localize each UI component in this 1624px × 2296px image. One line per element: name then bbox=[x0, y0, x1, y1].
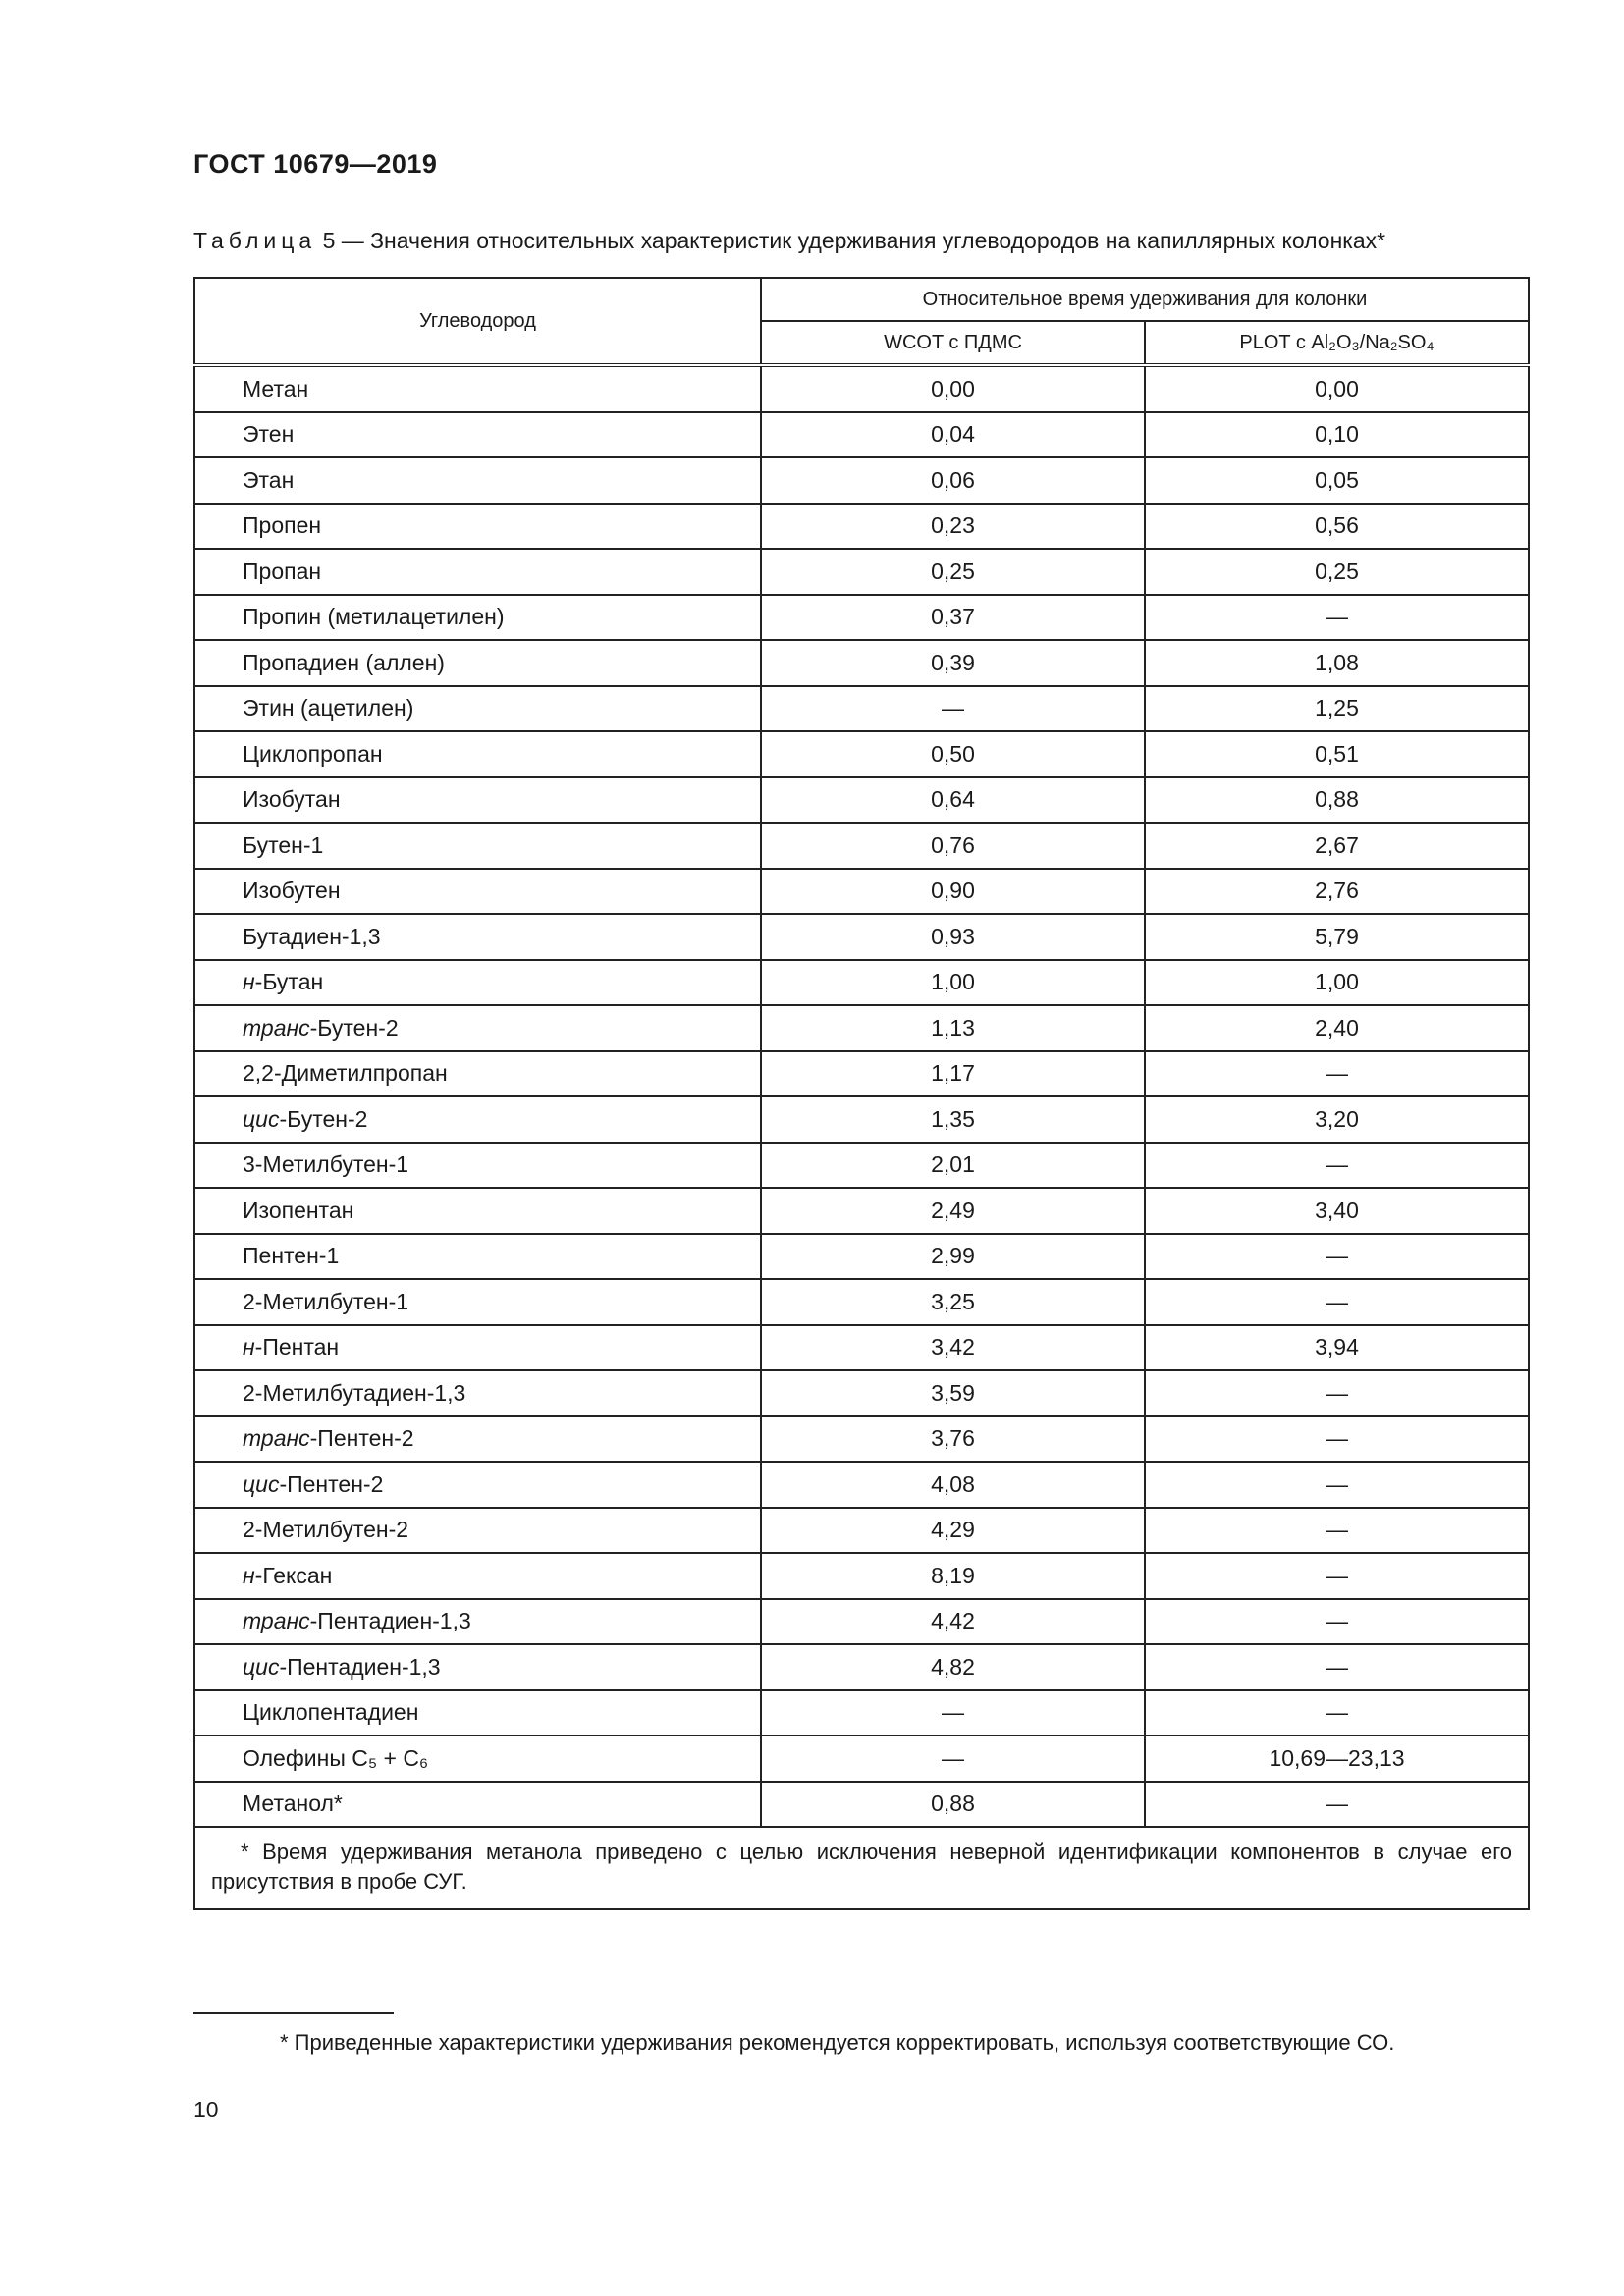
cell-wcot: 3,59 bbox=[761, 1370, 1145, 1416]
isomer-prefix: цис bbox=[243, 1105, 280, 1132]
isomer-prefix: транс bbox=[243, 1608, 310, 1634]
cell-hydrocarbon bbox=[194, 549, 761, 595]
cell-wcot: 3,25 bbox=[761, 1279, 1145, 1325]
col-group-header-retention: Относительное время удерживания для колонки bbox=[761, 278, 1529, 321]
cell-wcot: — bbox=[761, 1690, 1145, 1736]
cell-hydrocarbon bbox=[194, 1143, 761, 1189]
hydrocarbon-name: Пропан bbox=[243, 558, 322, 584]
table-row bbox=[194, 823, 1529, 869]
cell-hydrocarbon bbox=[194, 1462, 761, 1508]
cell-plot: 1,08 bbox=[1145, 640, 1529, 686]
cell-plot: 0,10 bbox=[1145, 412, 1529, 458]
cell-plot: — bbox=[1145, 1279, 1529, 1325]
cell-plot: — bbox=[1145, 1051, 1529, 1097]
hydrocarbon-name: -Бутен-2 bbox=[279, 1105, 368, 1132]
hydrocarbon-name: -Бутан bbox=[254, 969, 324, 995]
hydrocarbon-name: Этин (ацетилен) bbox=[243, 695, 414, 721]
hydrocarbon-name: Бутен-1 bbox=[243, 831, 324, 858]
table-row bbox=[194, 1051, 1529, 1097]
cell-plot: — bbox=[1145, 595, 1529, 641]
cell-plot: — bbox=[1145, 1644, 1529, 1690]
cell-plot: 3,20 bbox=[1145, 1096, 1529, 1143]
hydrocarbon-name: Бутадиен-1,3 bbox=[243, 923, 381, 949]
table-row bbox=[194, 1644, 1529, 1690]
table-row bbox=[194, 1188, 1529, 1234]
table-row bbox=[194, 457, 1529, 504]
col-header-hydrocarbon: Углеводород bbox=[194, 278, 761, 365]
cell-hydrocarbon bbox=[194, 869, 761, 915]
cell-wcot: 0,88 bbox=[761, 1782, 1145, 1828]
cell-wcot: 1,13 bbox=[761, 1005, 1145, 1051]
table-row bbox=[194, 1599, 1529, 1645]
isomer-prefix: транс bbox=[243, 1014, 310, 1041]
hydrocarbon-name: Этан bbox=[243, 466, 295, 493]
cell-hydrocarbon bbox=[194, 1735, 761, 1782]
cell-wcot: 2,01 bbox=[761, 1143, 1145, 1189]
table-row bbox=[194, 595, 1529, 641]
cell-wcot: 1,00 bbox=[761, 960, 1145, 1006]
hydrocarbon-name: 2-Метилбутен-1 bbox=[243, 1288, 409, 1314]
cell-wcot: 3,76 bbox=[761, 1416, 1145, 1463]
hydrocarbon-name: Циклопентадиен bbox=[243, 1699, 419, 1726]
hydrocarbon-name: 2-Метилбутен-2 bbox=[243, 1517, 409, 1543]
cell-wcot: 0,93 bbox=[761, 914, 1145, 960]
cell-plot: — bbox=[1145, 1462, 1529, 1508]
cell-plot: — bbox=[1145, 1553, 1529, 1599]
cell-wcot: 0,04 bbox=[761, 412, 1145, 458]
cell-hydrocarbon bbox=[194, 1188, 761, 1234]
cell-plot: — bbox=[1145, 1690, 1529, 1736]
cell-hydrocarbon bbox=[194, 686, 761, 732]
cell-wcot: 2,49 bbox=[761, 1188, 1145, 1234]
table-note-text: * Время удерживания метанола приведено с целью исключения неверной идентификации компонентов в случае его присутствия в пробе СУГ. bbox=[211, 1840, 1513, 1894]
retention-table bbox=[193, 277, 1530, 1910]
table-row bbox=[194, 549, 1529, 595]
isomer-prefix: транс bbox=[243, 1425, 310, 1452]
cell-hydrocarbon bbox=[194, 914, 761, 960]
hydrocarbon-name: -Пентан bbox=[254, 1334, 340, 1361]
cell-plot: — bbox=[1145, 1782, 1529, 1828]
table-row bbox=[194, 1416, 1529, 1463]
cell-wcot: 0,76 bbox=[761, 823, 1145, 869]
isomer-prefix: цис bbox=[243, 1653, 280, 1680]
hydrocarbon-name: -Пентадиен-1,3 bbox=[309, 1608, 471, 1634]
cell-wcot: 0,37 bbox=[761, 595, 1145, 641]
hydrocarbon-name: Олефины C₅ + C₆ bbox=[243, 1744, 429, 1771]
footnote bbox=[193, 2028, 1528, 2057]
table-row bbox=[194, 731, 1529, 777]
cell-hydrocarbon bbox=[194, 1370, 761, 1416]
cell-plot: 2,40 bbox=[1145, 1005, 1529, 1051]
cell-wcot: 4,29 bbox=[761, 1508, 1145, 1554]
table-body bbox=[194, 365, 1529, 1827]
table-row bbox=[194, 777, 1529, 824]
hydrocarbon-name: Метанол* bbox=[243, 1790, 343, 1817]
cell-hydrocarbon bbox=[194, 1325, 761, 1371]
cell-hydrocarbon bbox=[194, 1599, 761, 1645]
cell-wcot: 0,90 bbox=[761, 869, 1145, 915]
table-row bbox=[194, 1005, 1529, 1051]
cell-wcot: 1,35 bbox=[761, 1096, 1145, 1143]
cell-wcot: 0,06 bbox=[761, 457, 1145, 504]
cell-wcot: 4,42 bbox=[761, 1599, 1145, 1645]
cell-wcot: 0,39 bbox=[761, 640, 1145, 686]
hydrocarbon-name: Пентен-1 bbox=[243, 1243, 340, 1269]
hydrocarbon-name: 3-Метилбутен-1 bbox=[243, 1151, 409, 1178]
table-row bbox=[194, 1143, 1529, 1189]
hydrocarbon-name: -Бутен-2 bbox=[309, 1014, 399, 1041]
hydrocarbon-name: Пропадиен (аллен) bbox=[243, 649, 445, 675]
table-row bbox=[194, 1508, 1529, 1554]
hydrocarbon-name: Циклопропан bbox=[243, 740, 383, 767]
cell-plot: 2,67 bbox=[1145, 823, 1529, 869]
cell-hydrocarbon bbox=[194, 777, 761, 824]
cell-hydrocarbon bbox=[194, 1553, 761, 1599]
cell-hydrocarbon bbox=[194, 1279, 761, 1325]
cell-wcot: 3,42 bbox=[761, 1325, 1145, 1371]
cell-plot: 1,25 bbox=[1145, 686, 1529, 732]
footnote-separator bbox=[193, 2012, 394, 2014]
isomer-prefix: цис bbox=[243, 1470, 280, 1497]
isomer-prefix: н bbox=[243, 969, 255, 995]
cell-plot: 0,88 bbox=[1145, 777, 1529, 824]
table-row bbox=[194, 1234, 1529, 1280]
table-row bbox=[194, 1279, 1529, 1325]
cell-hydrocarbon bbox=[194, 1782, 761, 1828]
table-row bbox=[194, 869, 1529, 915]
hydrocarbon-name: Изобутан bbox=[243, 786, 341, 813]
isomer-prefix: н bbox=[243, 1562, 255, 1588]
hydrocarbon-name: -Пентен-2 bbox=[279, 1470, 384, 1497]
table-row bbox=[194, 686, 1529, 732]
hydrocarbon-name: Этен bbox=[243, 421, 295, 448]
cell-plot: — bbox=[1145, 1416, 1529, 1463]
table-caption bbox=[193, 228, 1509, 254]
cell-plot: 5,79 bbox=[1145, 914, 1529, 960]
cell-hydrocarbon bbox=[194, 1051, 761, 1097]
table-foot bbox=[194, 1827, 1529, 1909]
hydrocarbon-name: Метан bbox=[243, 375, 309, 401]
table-row bbox=[194, 1690, 1529, 1736]
cell-plot: 3,40 bbox=[1145, 1188, 1529, 1234]
cell-wcot: 8,19 bbox=[761, 1553, 1145, 1599]
cell-plot: 0,05 bbox=[1145, 457, 1529, 504]
cell-hydrocarbon bbox=[194, 412, 761, 458]
table-caption-number: 5 bbox=[322, 228, 336, 253]
cell-hydrocarbon bbox=[194, 1416, 761, 1463]
col-header-wcot: WCOT с ПДМС bbox=[761, 321, 1145, 365]
cell-plot: — bbox=[1145, 1599, 1529, 1645]
cell-wcot: 4,82 bbox=[761, 1644, 1145, 1690]
cell-wcot: 0,00 bbox=[761, 365, 1145, 412]
hydrocarbon-name: -Пентадиен-1,3 bbox=[279, 1653, 441, 1680]
cell-plot: 0,00 bbox=[1145, 365, 1529, 412]
table-row bbox=[194, 640, 1529, 686]
cell-plot: 0,25 bbox=[1145, 549, 1529, 595]
cell-plot: 0,51 bbox=[1145, 731, 1529, 777]
table-row bbox=[194, 1735, 1529, 1782]
col-header-plot: PLOT с Al₂O₃/Na₂SO₄ bbox=[1145, 321, 1529, 365]
cell-plot: — bbox=[1145, 1234, 1529, 1280]
table-row bbox=[194, 960, 1529, 1006]
cell-hydrocarbon bbox=[194, 1096, 761, 1143]
cell-plot: 0,56 bbox=[1145, 504, 1529, 550]
hydrocarbon-name: Изобутен bbox=[243, 878, 341, 904]
cell-hydrocarbon bbox=[194, 731, 761, 777]
cell-plot: 3,94 bbox=[1145, 1325, 1529, 1371]
cell-plot: 10,69—23,13 bbox=[1145, 1735, 1529, 1782]
cell-hydrocarbon bbox=[194, 640, 761, 686]
hydrocarbon-name: Изопентан bbox=[243, 1197, 354, 1223]
cell-wcot: 0,23 bbox=[761, 504, 1145, 550]
cell-hydrocarbon bbox=[194, 1644, 761, 1690]
cell-hydrocarbon bbox=[194, 504, 761, 550]
cell-hydrocarbon bbox=[194, 1005, 761, 1051]
cell-hydrocarbon bbox=[194, 1690, 761, 1736]
table-row bbox=[194, 1370, 1529, 1416]
table-row bbox=[194, 1096, 1529, 1143]
cell-plot: 2,76 bbox=[1145, 869, 1529, 915]
cell-wcot: — bbox=[761, 1735, 1145, 1782]
table-row bbox=[194, 412, 1529, 458]
table-caption-text: — Значения относительных характеристик удерживания углеводородов на капиллярных колонках* bbox=[341, 228, 1386, 253]
table-head bbox=[194, 278, 1529, 365]
table-row bbox=[194, 1782, 1529, 1828]
cell-wcot: — bbox=[761, 686, 1145, 732]
hydrocarbon-name: 2-Метилбутадиен-1,3 bbox=[243, 1379, 466, 1406]
cell-hydrocarbon bbox=[194, 1508, 761, 1554]
document-id: ГОСТ 10679—2019 bbox=[193, 149, 438, 179]
cell-hydrocarbon bbox=[194, 365, 761, 412]
cell-hydrocarbon bbox=[194, 1234, 761, 1280]
hydrocarbon-name: 2,2-Диметилпропан bbox=[243, 1060, 448, 1087]
hydrocarbon-name: Пропен bbox=[243, 512, 322, 539]
cell-plot: — bbox=[1145, 1143, 1529, 1189]
cell-hydrocarbon bbox=[194, 823, 761, 869]
hydrocarbon-name: Пропин (метилацетилен) bbox=[243, 604, 505, 630]
cell-wcot: 0,64 bbox=[761, 777, 1145, 824]
cell-plot: — bbox=[1145, 1508, 1529, 1554]
hydrocarbon-name: -Пентен-2 bbox=[309, 1425, 414, 1452]
page-number: 10 bbox=[193, 2097, 219, 2122]
isomer-prefix: н bbox=[243, 1334, 255, 1361]
table-row bbox=[194, 504, 1529, 550]
cell-wcot: 2,99 bbox=[761, 1234, 1145, 1280]
cell-plot: — bbox=[1145, 1370, 1529, 1416]
hydrocarbon-name: -Гексан bbox=[254, 1562, 333, 1588]
table-row bbox=[194, 365, 1529, 412]
cell-wcot: 4,08 bbox=[761, 1462, 1145, 1508]
table-row bbox=[194, 1325, 1529, 1371]
cell-hydrocarbon bbox=[194, 595, 761, 641]
cell-wcot: 1,17 bbox=[761, 1051, 1145, 1097]
cell-plot: 1,00 bbox=[1145, 960, 1529, 1006]
table-note bbox=[194, 1827, 1529, 1909]
table-row bbox=[194, 1462, 1529, 1508]
footnote-text: * Приведенные характеристики удерживания рекомендуется корректировать, используя соответствующие СО. bbox=[280, 2030, 1395, 2055]
cell-wcot: 0,25 bbox=[761, 549, 1145, 595]
table-row bbox=[194, 914, 1529, 960]
cell-hydrocarbon bbox=[194, 960, 761, 1006]
table-caption-prefix: Таблица bbox=[193, 228, 317, 253]
cell-wcot: 0,50 bbox=[761, 731, 1145, 777]
cell-hydrocarbon bbox=[194, 457, 761, 504]
table-row bbox=[194, 1553, 1529, 1599]
